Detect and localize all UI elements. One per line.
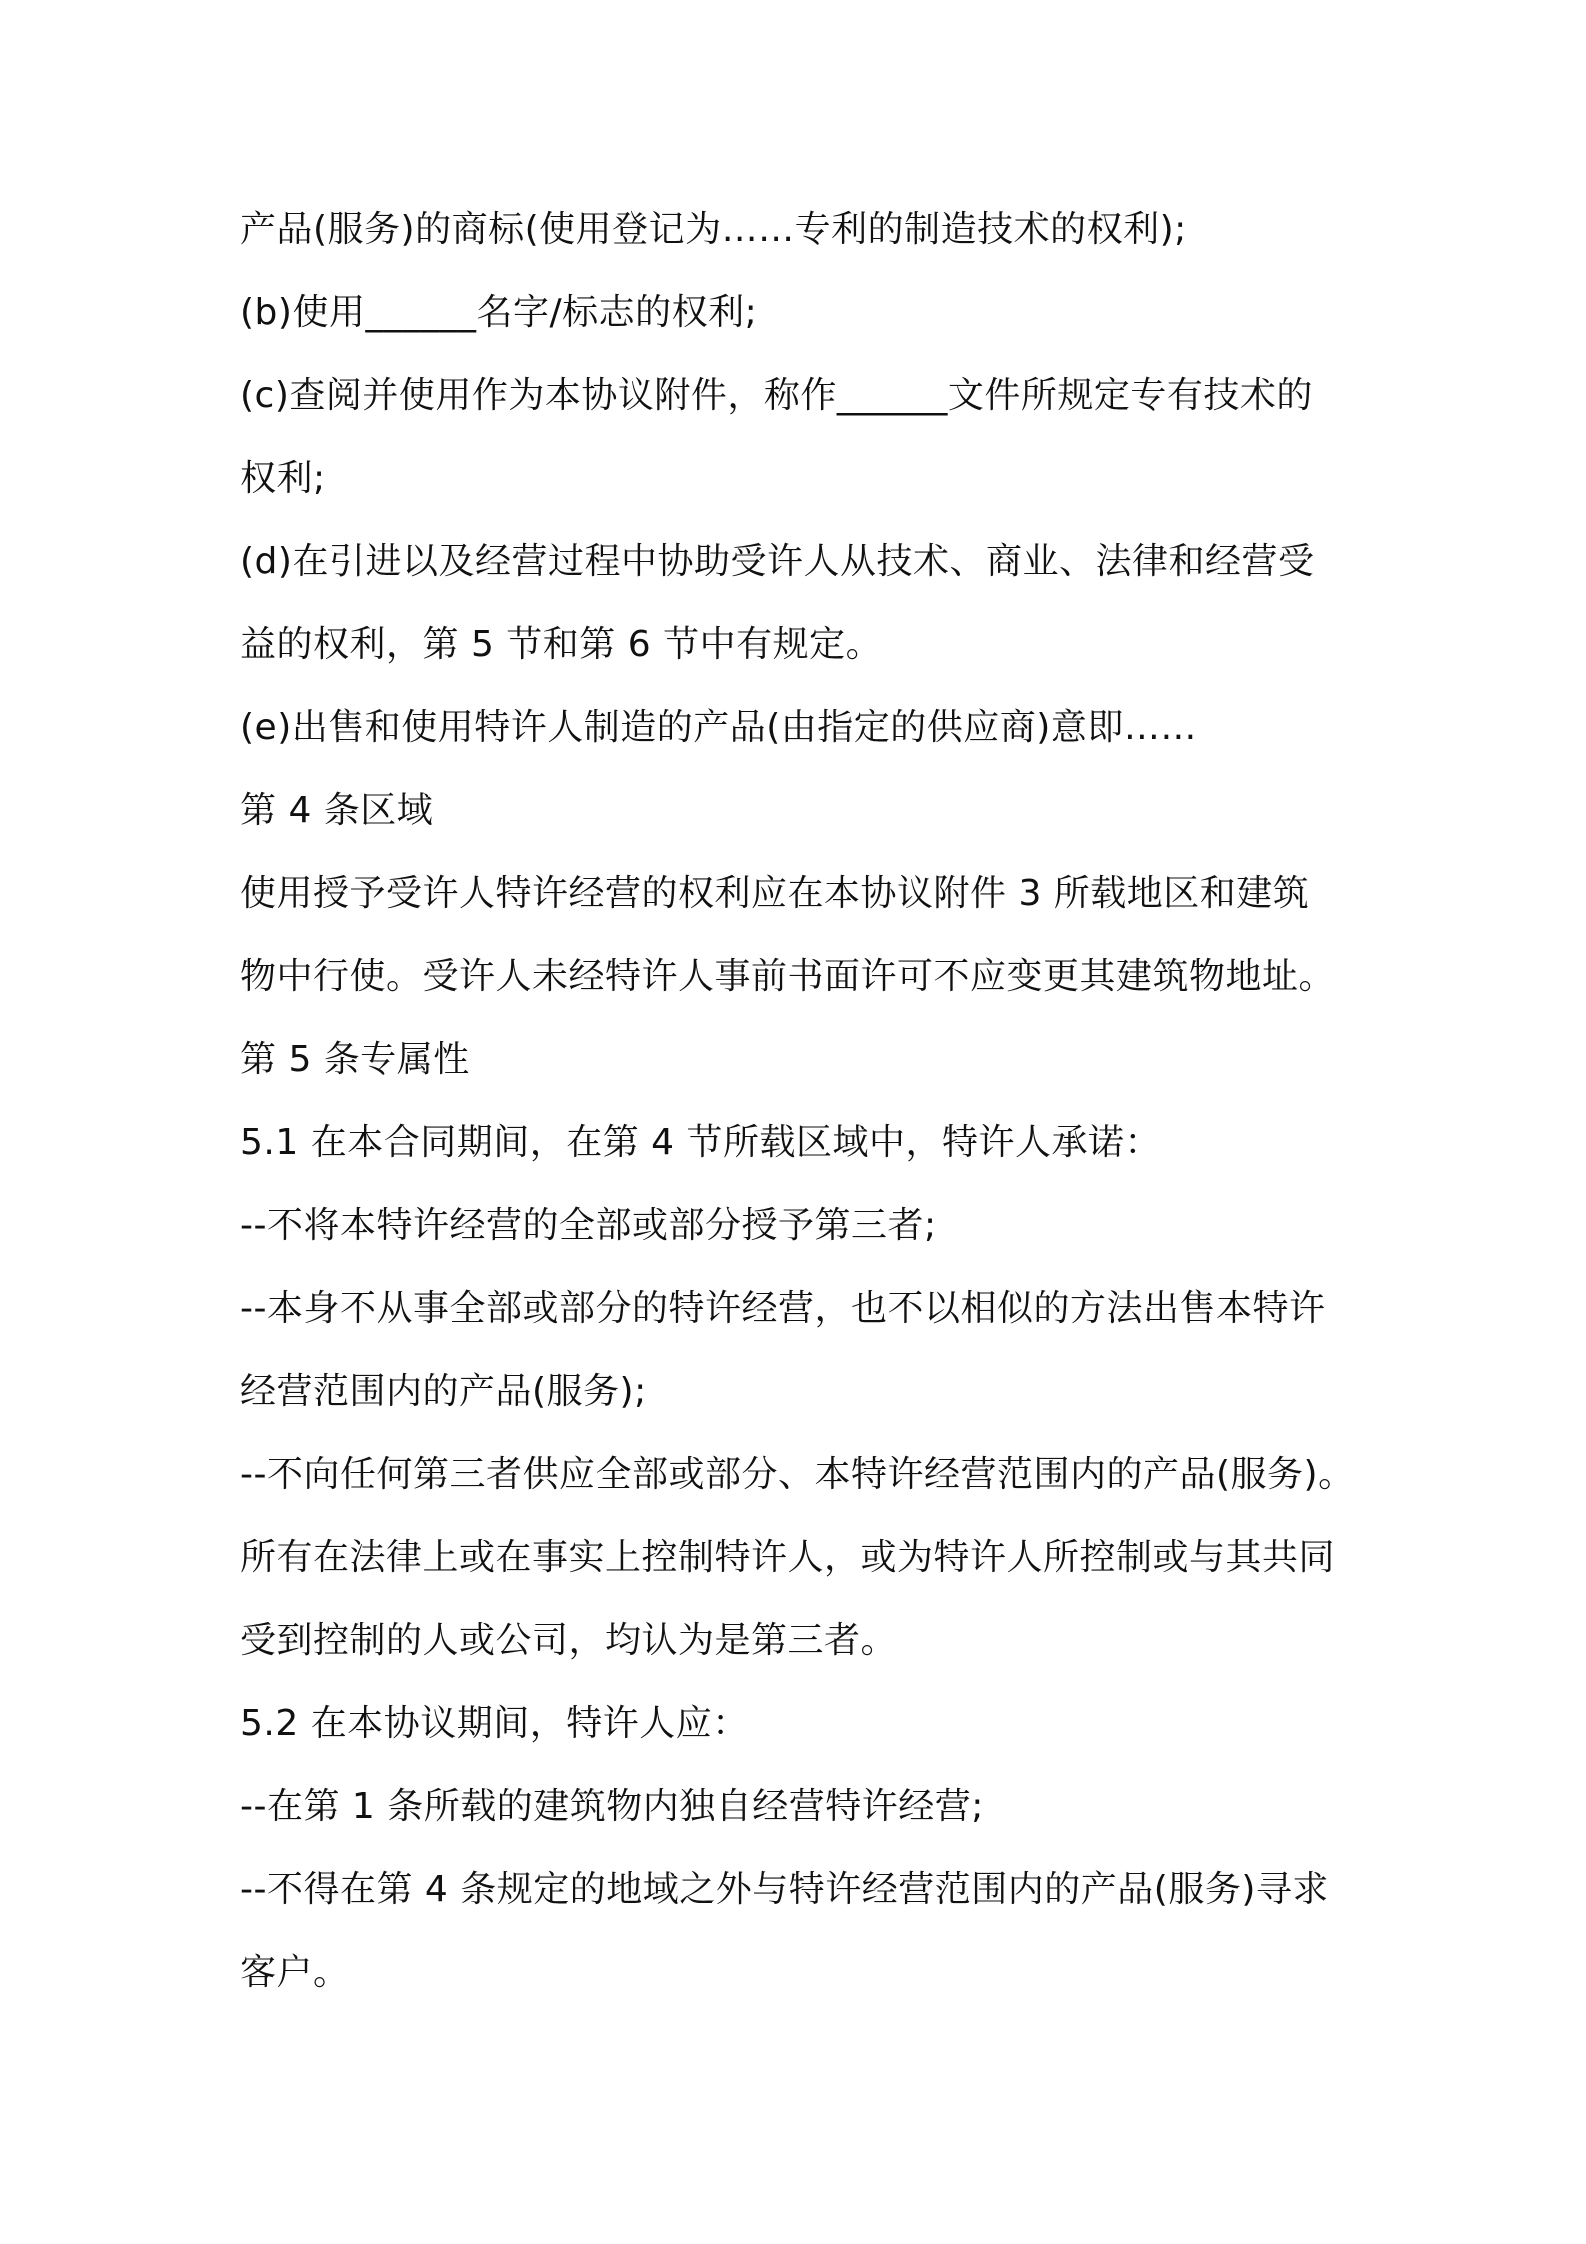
text-line: 客户。 — [240, 1952, 350, 1993]
text-line: --不将本特许经营的全部或部分授予第三者; — [240, 1205, 937, 1246]
text-line: --在第 1 条所载的建筑物内独自经营特许经营; — [240, 1786, 984, 1827]
text-line: --不向任何第三者供应全部或部分、本特许经营范围内的产品(服务)。 — [240, 1454, 1355, 1495]
text-line: 权利; — [240, 458, 326, 499]
text-line: 产品(服务)的商标(使用登记为……专利的制造技术的权利); — [240, 209, 1187, 250]
section-heading: 第 5 条专属性 — [240, 1039, 470, 1080]
text-line: --本身不从事全部或部分的特许经营，也不以相似的方法出售本特许 — [240, 1288, 1326, 1329]
section-heading: 第 4 条区域 — [240, 790, 434, 831]
text-line: 受到控制的人或公司，均认为是第三者。 — [240, 1620, 898, 1661]
text-line: 5.1 在本合同期间，在第 4 节所载区域中，特许人承诺： — [240, 1122, 1161, 1163]
text-line: 物中行使。受许人未经特许人事前书面许可不应变更其建筑物地址。 — [240, 956, 1336, 997]
text-line: (c)查阅并使用作为本协议附件，称作______文件所规定专有技术的 — [240, 375, 1313, 416]
text-line: 使用授予受许人特许经营的权利应在本协议附件 3 所载地区和建筑 — [240, 873, 1310, 914]
text-line: 5.2 在本协议期间，特许人应： — [240, 1703, 749, 1744]
text-line: (b)使用______名字/标志的权利; — [240, 292, 758, 333]
text-line: (d)在引进以及经营过程中协助受许人从技术、商业、法律和经营受 — [240, 541, 1315, 582]
text-line: 益的权利，第 5 节和第 6 节中有规定。 — [240, 624, 883, 665]
text-line: 经营范围内的产品(服务); — [240, 1371, 647, 1412]
text-line: --不得在第 4 条规定的地域之外与特许经营范围内的产品(服务)寻求 — [240, 1869, 1329, 1910]
text-line: (e)出售和使用特许人制造的产品(由指定的供应商)意即…… — [240, 707, 1197, 748]
text-line: 所有在法律上或在事实上控制特许人，或为特许人所控制或与其共同 — [240, 1537, 1336, 1578]
